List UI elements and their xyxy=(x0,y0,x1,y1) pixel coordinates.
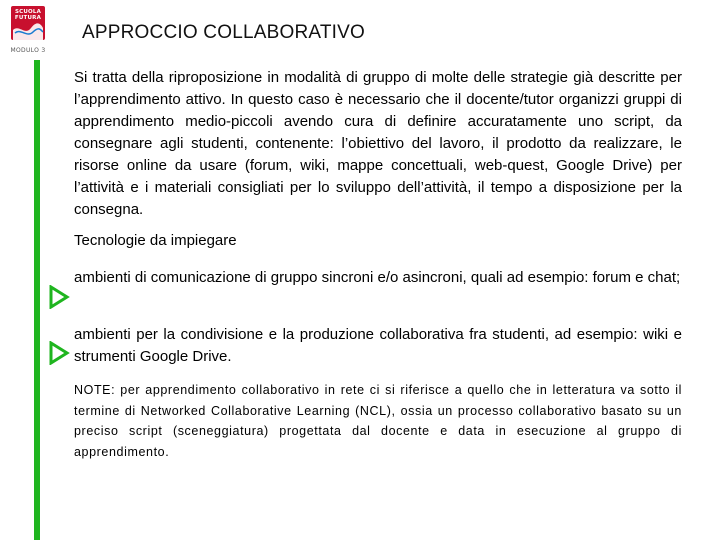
bullet-item: ambienti di comunicazione di gruppo sincroni e/o asincroni, quali ad esempio: forum e chat; xyxy=(74,269,681,286)
intro-paragraph: Si tratta della riproposizione in modalità di gruppo di molte delle strategie già descritte per l’apprendimento attivo. In questo caso è necessario che il docente/tutor organizzi gruppi di apprendimento medio-piccoli avendo cura di definire accuratamente uno script, da consegnare agli studenti, contenente: l’obiettivo del lavoro, il prodotto da realizzare, le risorse online da usare (forum, wiki, mappe concettuali, web-quest, Google Drive) per l’attività e i materiali consigliati per lo sviluppo dell’attività, il tempo a disposizione per la consegna. xyxy=(74,69,682,218)
scuola-futura-logo xyxy=(11,6,45,40)
page-title: APPROCCIO COLLABORATIVO xyxy=(82,22,365,43)
module-label: MODULO 3 xyxy=(10,47,46,54)
green-triangle-arrow-icon xyxy=(48,285,70,309)
logo-text-line2: FUTURA xyxy=(14,15,42,21)
note-paragraph: NOTE: per apprendimento collaborativo in rete ci si riferisce a quello che in letteratura va sotto il termine di Networked Collaborative Learning (NCL), ossia un processo collaborativo basato su un preciso script (sceneggiatura) progettata dal docente e data in esecuzione al gruppo di apprendimento. xyxy=(74,383,682,459)
logo-text-line1: SCUOLA xyxy=(14,9,42,15)
green-triangle-arrow-icon xyxy=(48,341,70,365)
section-subheading: Tecnologie da impiegare xyxy=(74,232,237,249)
left-accent-bar xyxy=(34,60,40,540)
bullet-item: ambienti per la condivisione e la produzione collaborativa fra studenti, ad esempio: wiki e strumenti Google Drive. xyxy=(74,326,682,365)
